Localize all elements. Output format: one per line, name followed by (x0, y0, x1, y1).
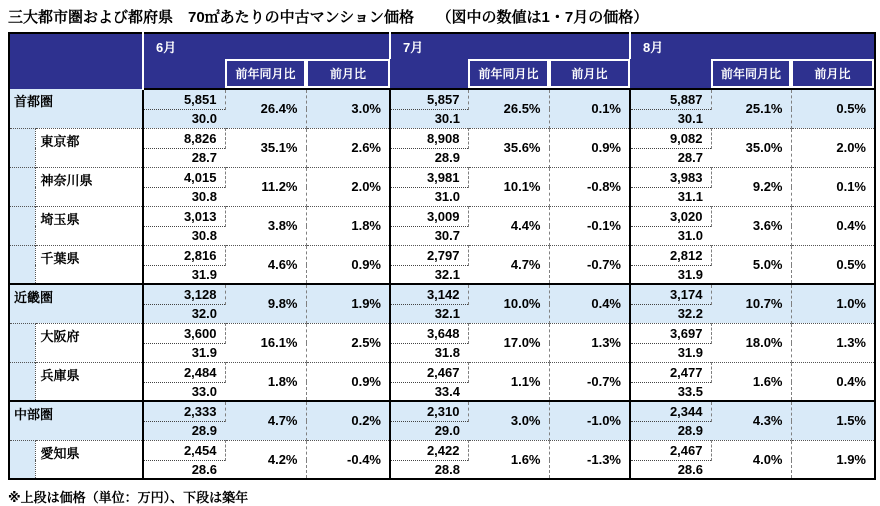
yoy-value: 4.2% (225, 440, 306, 479)
yoy-value: 4.7% (468, 245, 549, 284)
yoy-value: 35.6% (468, 128, 549, 167)
yoy-value: 10.1% (468, 167, 549, 206)
yoy-value: 3.6% (711, 206, 791, 245)
yoy-header (468, 59, 549, 89)
yoy-value: 16.1% (225, 323, 306, 362)
mom-value: -1.0% (549, 401, 630, 440)
yoy-value: 4.6% (225, 245, 306, 284)
header-spacer (143, 59, 225, 89)
month-header-july: 7月 (390, 33, 630, 59)
table-row (9, 89, 875, 109)
price-value: 3,697 (630, 323, 711, 343)
mom-value: 1.5% (791, 401, 875, 440)
mom-header (306, 59, 390, 89)
price-value: 3,128 (143, 284, 225, 304)
corner-cell (9, 33, 143, 89)
building-age-value: 30.1 (630, 109, 711, 128)
table-row (9, 245, 875, 265)
yoy-value: 1.6% (711, 362, 791, 401)
price-value: 3,013 (143, 206, 225, 226)
building-age-value: 28.7 (630, 148, 711, 167)
building-age-value: 33.0 (143, 382, 225, 401)
pref-name-cell: 大阪府 (35, 323, 143, 362)
header-spacer (390, 59, 468, 89)
price-value: 2,344 (630, 401, 711, 421)
building-age-value: 32.1 (390, 304, 468, 323)
indent-strip (9, 128, 35, 167)
mom-value: 1.0% (791, 284, 875, 323)
mom-header-label: 前月比 (549, 59, 630, 88)
pref-name-cell: 神奈川県 (35, 167, 143, 206)
pref-name-cell: 東京都 (35, 128, 143, 167)
building-age-value: 30.1 (390, 109, 468, 128)
table-row (9, 167, 875, 187)
indent-strip (9, 323, 35, 362)
yoy-value: 4.4% (468, 206, 549, 245)
price-value: 2,454 (143, 440, 225, 460)
price-value: 2,812 (630, 245, 711, 265)
yoy-header-label: 前年同月比 (711, 59, 791, 88)
mom-value: 2.6% (306, 128, 390, 167)
mom-value: -0.4% (306, 440, 390, 479)
price-value: 2,467 (630, 440, 711, 460)
building-age-value: 30.0 (143, 109, 225, 128)
yoy-header-label: 前年同月比 (225, 59, 306, 88)
table-header (9, 33, 875, 89)
price-value: 3,020 (630, 206, 711, 226)
building-age-value: 31.0 (390, 187, 468, 206)
table-row (9, 128, 875, 148)
pref-name-cell: 埼玉県 (35, 206, 143, 245)
mom-value: 1.9% (306, 284, 390, 323)
price-value: 3,981 (390, 167, 468, 187)
yoy-value: 3.8% (225, 206, 306, 245)
yoy-value: 9.2% (711, 167, 791, 206)
building-age-value: 31.0 (630, 226, 711, 245)
mom-value: 0.4% (791, 206, 875, 245)
yoy-value: 9.8% (225, 284, 306, 323)
header-spacer (630, 59, 711, 89)
mom-value: 2.0% (791, 128, 875, 167)
indent-strip (9, 206, 35, 245)
region-name-cell: 首都圏 (9, 89, 143, 128)
building-age-value: 31.9 (143, 343, 225, 362)
indent-strip (9, 167, 35, 206)
pref-name-cell: 千葉県 (35, 245, 143, 284)
mom-value: -0.1% (549, 206, 630, 245)
region-name-cell: 近畿圏 (9, 284, 143, 323)
price-value: 2,310 (390, 401, 468, 421)
yoy-value: 1.1% (468, 362, 549, 401)
mom-value: 1.9% (791, 440, 875, 479)
yoy-value: 10.0% (468, 284, 549, 323)
mom-value: 0.9% (549, 128, 630, 167)
price-value: 3,600 (143, 323, 225, 343)
mom-value: 0.9% (306, 245, 390, 284)
mom-value: 1.8% (306, 206, 390, 245)
footnote: ※上段は価格（単位：万円）、下段は築年 (8, 490, 249, 505)
mom-value: 0.1% (549, 89, 630, 128)
mom-value: 0.5% (791, 89, 875, 128)
mom-value: 0.2% (306, 401, 390, 440)
building-age-value: 32.0 (143, 304, 225, 323)
price-value: 8,908 (390, 128, 468, 148)
mom-value: 0.1% (791, 167, 875, 206)
price-value: 8,826 (143, 128, 225, 148)
price-value: 2,467 (390, 362, 468, 382)
price-value: 5,857 (390, 89, 468, 109)
yoy-value: 18.0% (711, 323, 791, 362)
mom-value: 3.0% (306, 89, 390, 128)
indent-strip (9, 440, 35, 479)
yoy-value: 35.0% (711, 128, 791, 167)
building-age-value: 28.7 (143, 148, 225, 167)
mom-header (549, 59, 630, 89)
mom-header-label: 前月比 (791, 59, 874, 88)
price-value: 2,333 (143, 401, 225, 421)
table-row (9, 362, 875, 382)
table-row (9, 401, 875, 421)
price-value: 9,082 (630, 128, 711, 148)
price-value: 5,851 (143, 89, 225, 109)
yoy-value: 10.7% (711, 284, 791, 323)
building-age-value: 33.5 (630, 382, 711, 401)
building-age-value: 31.9 (630, 265, 711, 284)
building-age-value: 30.7 (390, 226, 468, 245)
building-age-value: 33.4 (390, 382, 468, 401)
mom-value: 0.5% (791, 245, 875, 284)
building-age-value: 31.1 (630, 187, 711, 206)
region-name-cell: 中部圏 (9, 401, 143, 440)
yoy-header (711, 59, 791, 89)
yoy-value: 26.5% (468, 89, 549, 128)
yoy-value: 4.7% (225, 401, 306, 440)
price-value: 3,648 (390, 323, 468, 343)
mom-value: 0.4% (791, 362, 875, 401)
yoy-value: 26.4% (225, 89, 306, 128)
month-header-august: 8月 (630, 33, 875, 59)
yoy-value: 11.2% (225, 167, 306, 206)
yoy-value: 1.6% (468, 440, 549, 479)
mom-value: 1.3% (791, 323, 875, 362)
building-age-value: 28.9 (630, 421, 711, 440)
yoy-value: 4.0% (711, 440, 791, 479)
yoy-value: 5.0% (711, 245, 791, 284)
table-row (9, 206, 875, 226)
month-header-row (9, 33, 875, 59)
mom-header (791, 59, 875, 89)
yoy-header (225, 59, 306, 89)
price-value: 2,797 (390, 245, 468, 265)
building-age-value: 31.9 (630, 343, 711, 362)
table-row (9, 440, 875, 460)
yoy-header-label: 前年同月比 (468, 59, 549, 88)
yoy-value: 3.0% (468, 401, 549, 440)
building-age-value: 32.1 (390, 265, 468, 284)
pref-name-cell: 兵庫県 (35, 362, 143, 401)
building-age-value: 28.9 (390, 148, 468, 167)
indent-strip (9, 245, 35, 284)
building-age-value: 29.0 (390, 421, 468, 440)
price-value: 2,816 (143, 245, 225, 265)
building-age-value: 28.8 (390, 460, 468, 479)
mom-value: 0.4% (549, 284, 630, 323)
mom-value: 0.9% (306, 362, 390, 401)
mom-value: -0.7% (549, 245, 630, 284)
price-table (8, 32, 876, 480)
price-value: 2,422 (390, 440, 468, 460)
price-value: 3,142 (390, 284, 468, 304)
building-age-value: 30.8 (143, 226, 225, 245)
price-value: 3,009 (390, 206, 468, 226)
building-age-value: 28.6 (630, 460, 711, 479)
table-row (9, 284, 875, 304)
mom-header-label: 前月比 (306, 59, 390, 88)
yoy-value: 35.1% (225, 128, 306, 167)
building-age-value: 30.8 (143, 187, 225, 206)
page-title: 三大都市圏および都府県 70㎡あたりの中古マンション価格 （図中の数値は1・7月の価格） (8, 9, 649, 26)
mom-value: 2.0% (306, 167, 390, 206)
yoy-value: 25.1% (711, 89, 791, 128)
price-value: 5,887 (630, 89, 711, 109)
price-value: 3,174 (630, 284, 711, 304)
price-value: 4,015 (143, 167, 225, 187)
table-row (9, 323, 875, 343)
price-value: 3,983 (630, 167, 711, 187)
building-age-value: 28.9 (143, 421, 225, 440)
mom-value: -0.7% (549, 362, 630, 401)
yoy-value: 1.8% (225, 362, 306, 401)
yoy-value: 17.0% (468, 323, 549, 362)
building-age-value: 31.8 (390, 343, 468, 362)
pref-name-cell: 愛知県 (35, 440, 143, 479)
mom-value: -0.8% (549, 167, 630, 206)
price-value: 2,477 (630, 362, 711, 382)
mom-value: 2.5% (306, 323, 390, 362)
building-age-value: 32.2 (630, 304, 711, 323)
building-age-value: 28.6 (143, 460, 225, 479)
indent-strip (9, 362, 35, 401)
mom-value: 1.3% (549, 323, 630, 362)
yoy-value: 4.3% (711, 401, 791, 440)
month-header-june: 6月 (143, 33, 390, 59)
building-age-value: 31.9 (143, 265, 225, 284)
mom-value: -1.3% (549, 440, 630, 479)
price-value: 2,484 (143, 362, 225, 382)
